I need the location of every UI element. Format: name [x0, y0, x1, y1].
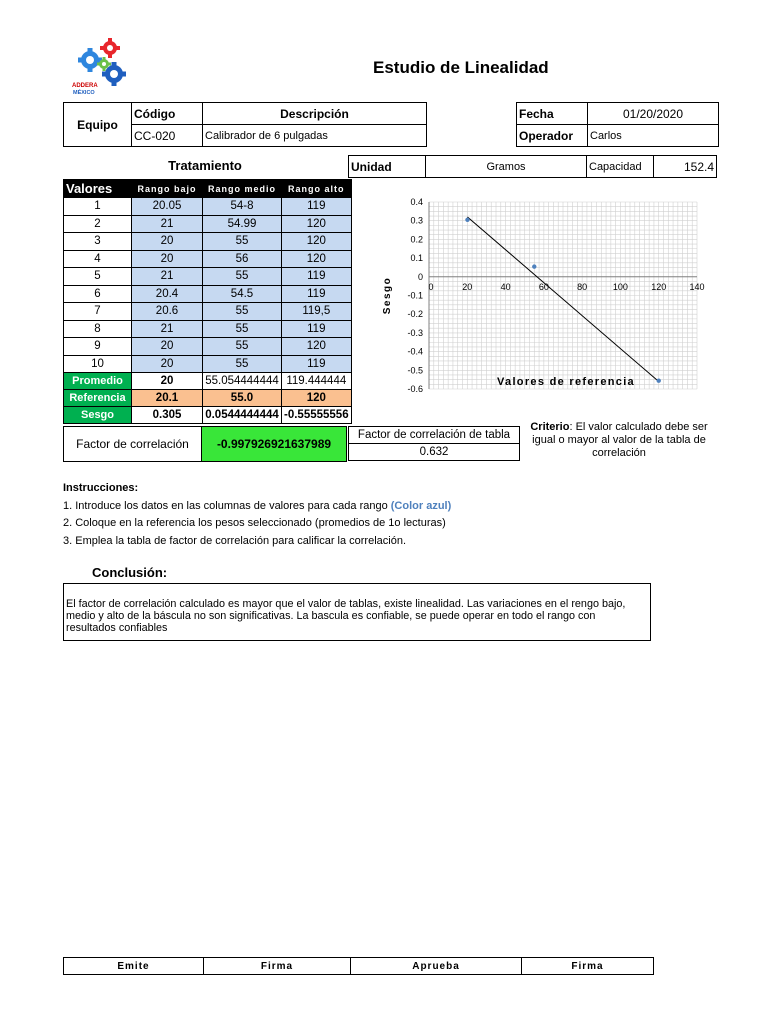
- sesgo-bajo: 0.305: [132, 407, 203, 424]
- table-cell[interactable]: 120: [282, 338, 352, 356]
- page-title: Estudio de Linealidad: [373, 58, 549, 77]
- instructions-title: Instrucciones:: [63, 482, 139, 494]
- signature-table: [63, 957, 654, 975]
- y-tick-label: 0: [417, 271, 423, 282]
- row-index: 5: [64, 268, 132, 286]
- table-row: [64, 303, 352, 321]
- promedio-medio: 55.054444444: [203, 373, 282, 390]
- table-row: [64, 268, 352, 286]
- table-row: [64, 320, 352, 338]
- svg-text:MÉXICO: MÉXICO: [73, 90, 95, 96]
- operador-value: Carlos: [588, 125, 719, 147]
- table-cell[interactable]: 20: [132, 338, 203, 356]
- table-row: [64, 215, 352, 233]
- referencia-bajo: 20.1: [132, 390, 203, 407]
- instructions: [63, 480, 451, 550]
- table-cell[interactable]: 55: [203, 355, 282, 373]
- table-cell[interactable]: 54-8: [203, 198, 282, 216]
- table-cell[interactable]: 54.5: [203, 285, 282, 303]
- table-row: [64, 338, 352, 356]
- unidad-label: Unidad: [349, 156, 426, 178]
- criterio-note: [524, 421, 714, 460]
- table-cell[interactable]: 55: [203, 303, 282, 321]
- color-azul-highlight: (Color azul): [390, 499, 452, 512]
- criterio-text: : El valor calculado debe ser igual o mayor al valor de la tabla de correlación: [532, 421, 708, 459]
- row-index: 10: [64, 355, 132, 373]
- table-row: [64, 250, 352, 268]
- capacidad-value: 152.4: [654, 156, 717, 178]
- codigo-value: CC-020: [132, 125, 203, 147]
- unidad-value: Gramos: [426, 156, 587, 178]
- table-cell[interactable]: 20.4: [132, 285, 203, 303]
- table-cell[interactable]: 120: [282, 233, 352, 251]
- table-row: [64, 233, 352, 251]
- data-point: [657, 378, 661, 382]
- y-tick-label: -0.1: [407, 290, 423, 301]
- factor-value: -0.997926921637989: [202, 427, 347, 462]
- x-axis-title: Valores de referencia: [497, 376, 635, 388]
- x-tick-label: 20: [462, 281, 473, 292]
- tratamiento-label: Tratamiento: [168, 158, 242, 173]
- factor-tabla-value: 0.632: [349, 444, 520, 461]
- sesgo-alto: -0.55555556: [282, 407, 352, 424]
- svg-text:ADDERA: ADDERA: [72, 83, 98, 89]
- referencia-medio: 55.0: [203, 390, 282, 407]
- table-cell[interactable]: 119,5: [282, 303, 352, 321]
- referencia-label: Referencia: [64, 390, 132, 407]
- sesgo-label: Sesgo: [64, 407, 132, 424]
- table-cell[interactable]: 120: [282, 250, 352, 268]
- factor-tabla-table: [348, 426, 520, 461]
- x-tick-label: 140: [689, 281, 705, 292]
- aprueba-label: Aprueba: [351, 958, 522, 975]
- row-index: 3: [64, 233, 132, 251]
- factor-table: [63, 426, 347, 462]
- table-cell[interactable]: 21: [132, 320, 203, 338]
- row-index: 2: [64, 215, 132, 233]
- table-cell[interactable]: 119: [282, 268, 352, 286]
- x-tick-label: 100: [612, 281, 628, 292]
- table-cell[interactable]: 21: [132, 268, 203, 286]
- y-tick-label: -0.2: [407, 309, 423, 320]
- table-cell[interactable]: 20: [132, 355, 203, 373]
- conclusion-box: [63, 583, 651, 641]
- y-tick-label: -0.4: [407, 346, 423, 357]
- x-tick-label: 80: [577, 281, 588, 292]
- table-row: [64, 355, 352, 373]
- x-tick-label: 120: [651, 281, 667, 292]
- table-cell[interactable]: 119: [282, 320, 352, 338]
- table-cell[interactable]: 20: [132, 250, 203, 268]
- operador-label: Operador: [517, 125, 588, 147]
- unidad-table: [348, 155, 717, 178]
- y-tick-label: 0.1: [410, 253, 423, 264]
- table-cell[interactable]: 55: [203, 320, 282, 338]
- referencia-alto: 120: [282, 390, 352, 407]
- chart-svg: [370, 190, 715, 400]
- row-index: 8: [64, 320, 132, 338]
- x-tick-label: 0: [428, 281, 434, 292]
- table-cell[interactable]: 120: [282, 215, 352, 233]
- fecha-value: 01/20/2020: [588, 103, 719, 125]
- col-header-rango-alto: Rango alto: [282, 180, 352, 198]
- criterio-label: Criterio: [530, 421, 570, 433]
- factor-label: Factor de correlación: [64, 427, 202, 462]
- table-cell[interactable]: 55: [203, 268, 282, 286]
- x-tick-label: 40: [500, 281, 511, 292]
- gear-icon-blue: [78, 48, 102, 72]
- promedio-label: Promedio: [64, 373, 132, 390]
- sesgo-medio: 0.0544444444: [203, 407, 282, 424]
- promedio-bajo: 20: [132, 373, 203, 390]
- row-index: 1: [64, 198, 132, 216]
- col-header-valores: Valores: [64, 180, 132, 198]
- conclusion-title: Conclusión:: [92, 565, 168, 580]
- table-cell[interactable]: 20: [132, 233, 203, 251]
- factor-tabla-label: Factor de correlación de tabla: [349, 427, 520, 444]
- table-row: [64, 285, 352, 303]
- table-cell[interactable]: 119: [282, 198, 352, 216]
- row-index: 6: [64, 285, 132, 303]
- promedio-alto: 119.444444: [282, 373, 352, 390]
- fecha-label: Fecha: [517, 103, 588, 125]
- y-tick-label: 0.3: [410, 215, 423, 226]
- descripcion-label: Descripción: [203, 103, 427, 125]
- capacidad-label: Capacidad: [587, 156, 654, 178]
- codigo-label: Código: [132, 103, 203, 125]
- row-index: 7: [64, 303, 132, 321]
- y-tick-label: -0.3: [407, 327, 423, 338]
- table-cell[interactable]: 54.99: [203, 215, 282, 233]
- col-header-rango-bajo: Rango bajo: [132, 180, 203, 198]
- company-logo: [70, 38, 132, 96]
- row-index: 9: [64, 338, 132, 356]
- table-cell[interactable]: 20.05: [132, 198, 203, 216]
- firma-label-1: Firma: [204, 958, 351, 975]
- equipo-label: Equipo: [64, 103, 132, 147]
- y-tick-label: 0.4: [410, 197, 423, 207]
- table-cell[interactable]: 119: [282, 355, 352, 373]
- table-cell[interactable]: 56: [203, 250, 282, 268]
- conclusion-text: El factor de correlación calculado es mayor que el valor de tablas, existe linealidad. Las variaciones en el rengo bajo, medio y alto de la báscula no son significativas. La bascula es confiable, se puede operar en todo el rango con resultados confiables: [66, 598, 626, 634]
- descripcion-value: Calibrador de 6 pulgadas: [203, 125, 427, 147]
- data-point: [532, 264, 536, 268]
- instruction-item-2: 2. Coloque en la referencia los pesos seleccionado (promedios de 1o lecturas): [63, 517, 446, 529]
- table-cell[interactable]: 21: [132, 215, 203, 233]
- values-table: [63, 179, 352, 424]
- instruction-item-1: [63, 498, 451, 516]
- linearity-chart: [370, 190, 715, 400]
- table-cell[interactable]: 55: [203, 338, 282, 356]
- y-tick-label: -0.6: [407, 384, 423, 394]
- instruction-item-1-text: 1. Introduce los datos en las columnas de valores para cada rango: [63, 499, 391, 512]
- instruction-item-3: 3. Emplea la tabla de factor de correlación para calificar la correlación.: [63, 534, 407, 547]
- emite-label: Emite: [64, 958, 204, 975]
- x-tick-label: 60: [538, 281, 549, 292]
- y-tick-label: -0.5: [407, 365, 423, 376]
- table-cell[interactable]: 20.6: [132, 303, 203, 321]
- header-table: [63, 102, 427, 147]
- table-cell[interactable]: 55: [203, 233, 282, 251]
- row-index: 4: [64, 250, 132, 268]
- table-cell[interactable]: 119: [282, 285, 352, 303]
- fecha-table: [516, 102, 719, 147]
- firma-label-2: Firma: [522, 958, 654, 975]
- table-row: [64, 198, 352, 216]
- y-axis-title: Sesgo: [382, 276, 393, 315]
- data-point: [465, 218, 469, 222]
- y-tick-label: 0.2: [410, 234, 423, 245]
- col-header-rango-medio: Rango medio: [203, 180, 282, 198]
- gear-icon-red: [100, 38, 120, 58]
